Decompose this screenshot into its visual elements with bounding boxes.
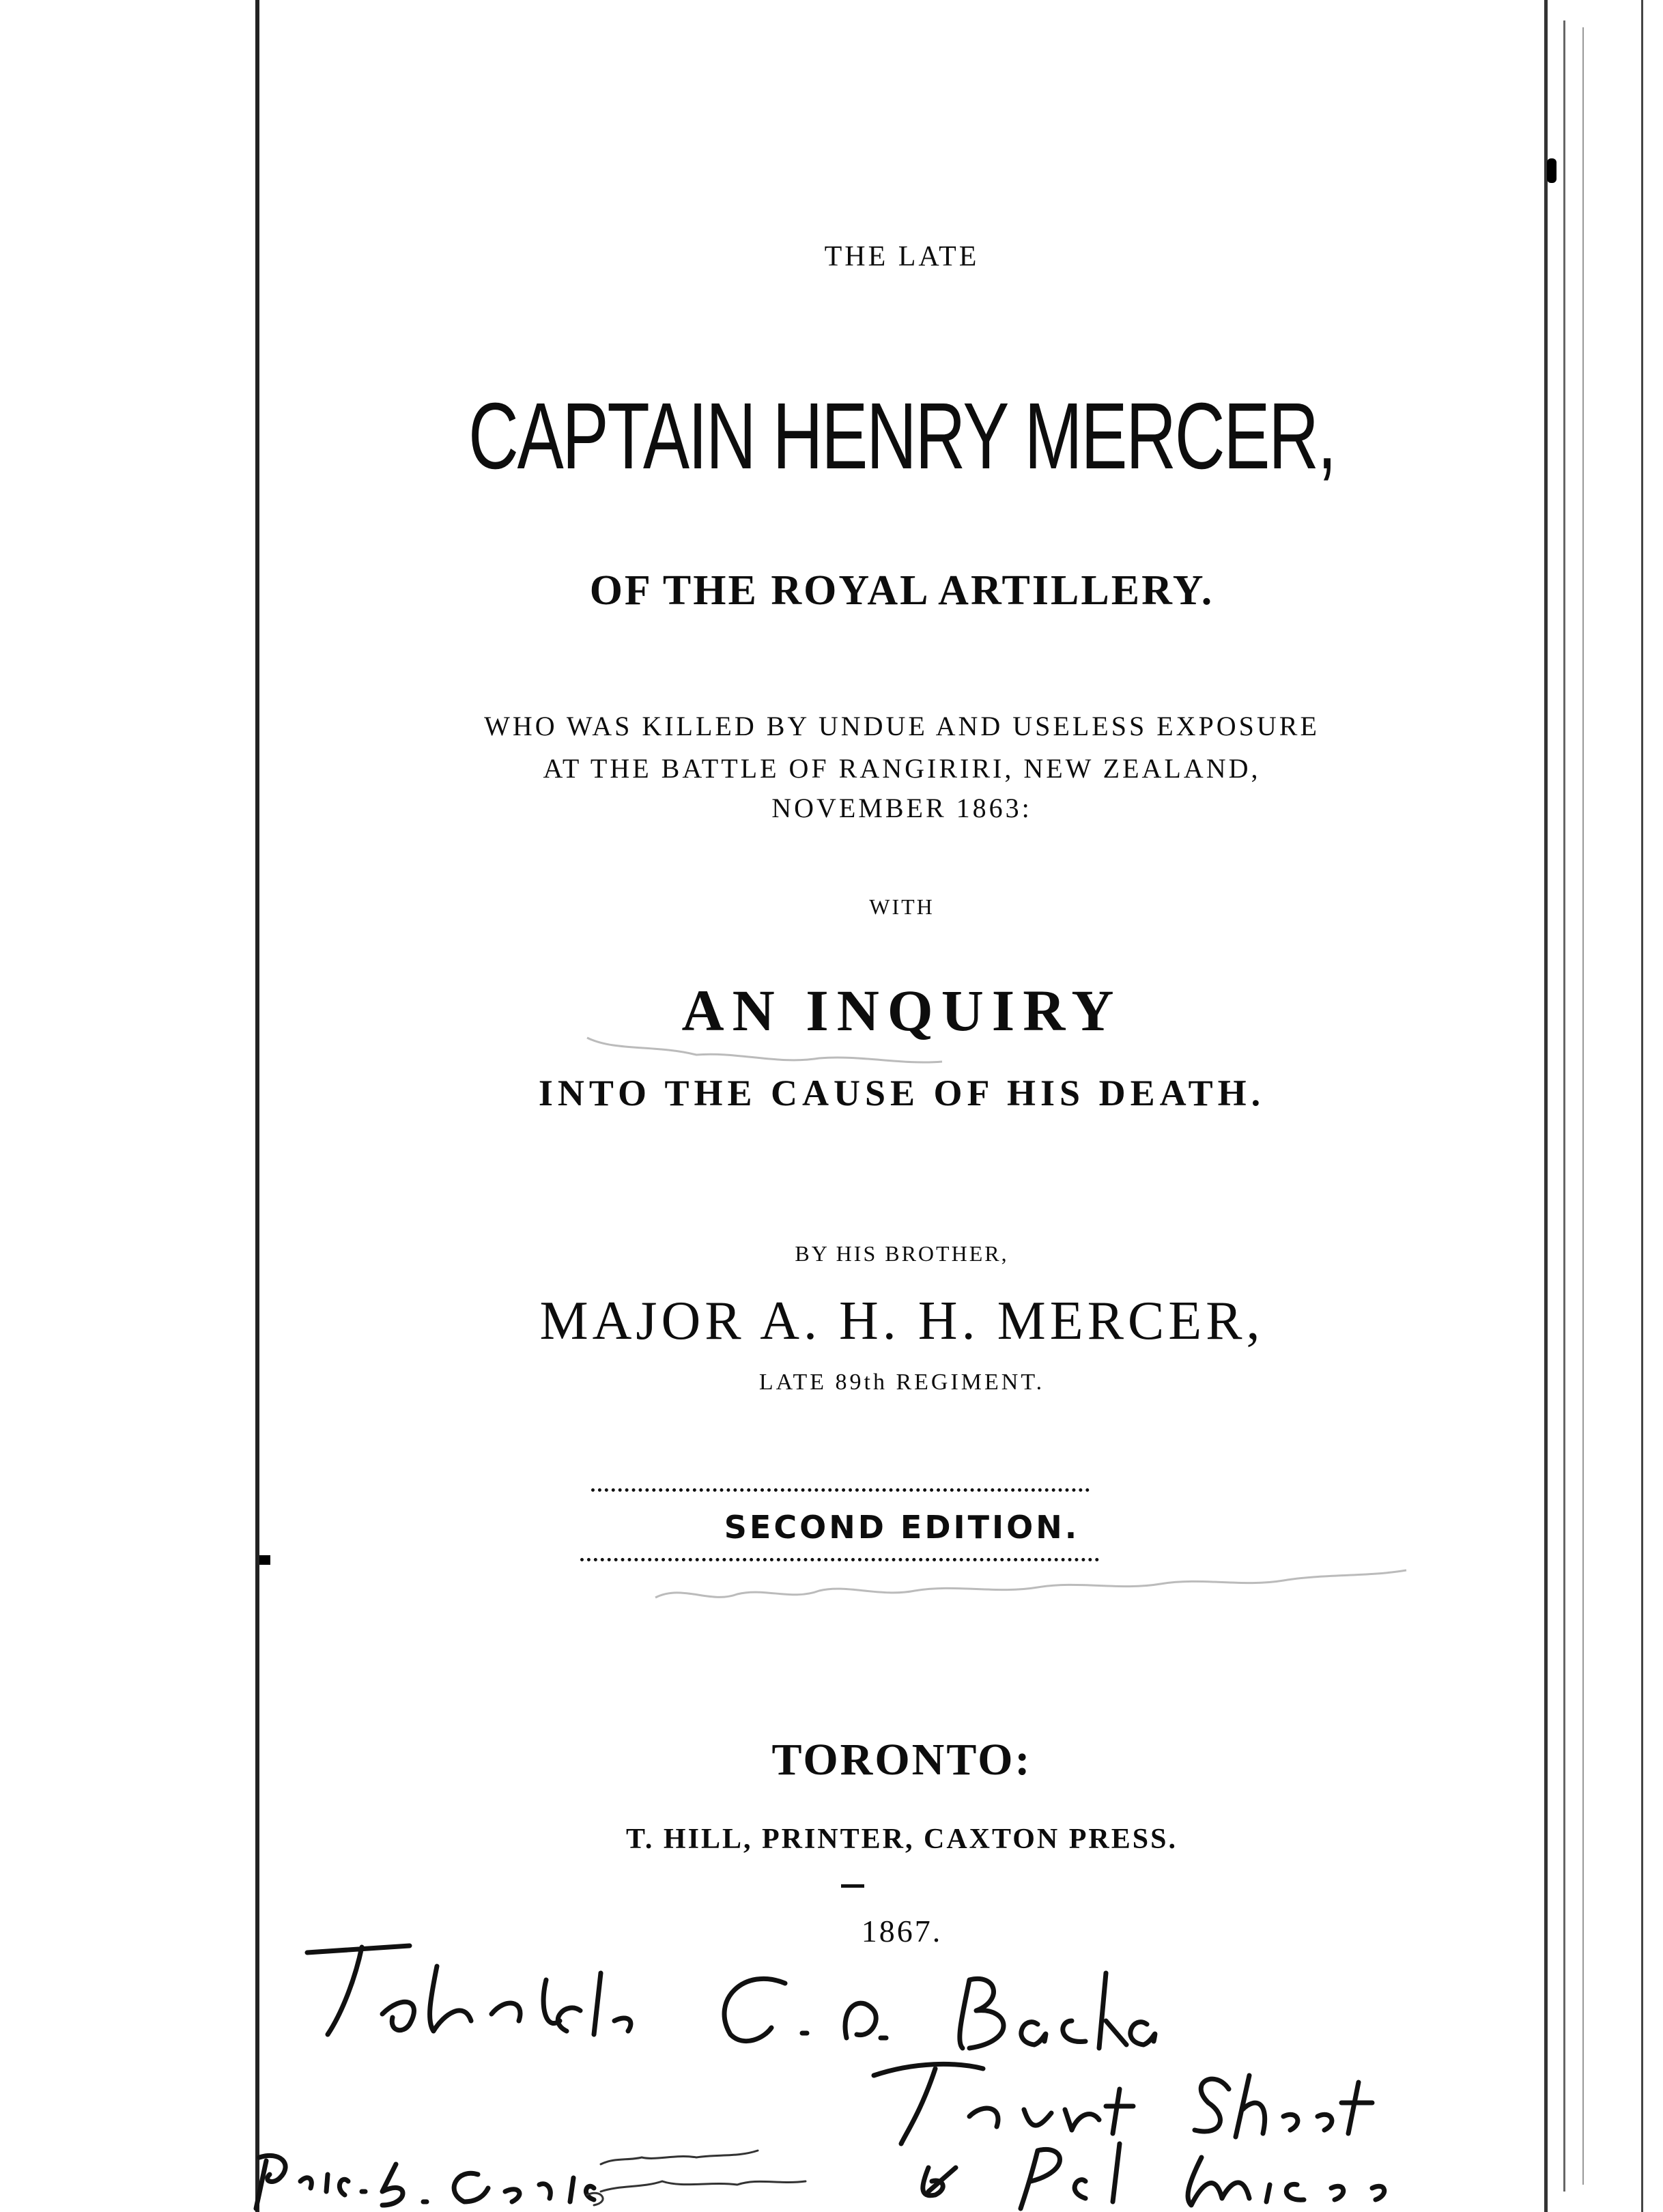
handwriting-ampersand [923,2168,956,2196]
edition-label: SECOND EDITION. [724,1509,1080,1546]
subtitle-royal-artillery: OF THE ROYAL ARTILLERY. [589,567,1214,614]
handwriting-initials [724,1979,886,2041]
handwriting-price [256,2155,594,2209]
inquiry-subtitle: INTO THE CAUSE OF HIS DEATH. [538,1073,1266,1114]
handwriting-pencil-note [587,2151,806,2205]
inquiry-title: AN INQUIRY [681,978,1122,1043]
handwriting-post-office [1021,2144,1384,2209]
bleed-through-ink [655,1570,1406,1598]
handwriting-line-2b [1195,2075,1372,2137]
description-line-3: NOVEMBER 1863: [771,793,1032,823]
author-name: MAJOR A. H. H. MERCER, [539,1291,1264,1351]
description-line-2: AT THE BATTLE OF RANGIRIRI, NEW ZEALAND, [543,753,1261,784]
author-regiment: LATE 89th REGIMENT. [758,1370,1045,1395]
printer-line: T. HILL, PRINTER, CAXTON PRESS. [626,1824,1178,1855]
handwriting-line-2a [874,2064,1133,2144]
handwriting-line-1b [960,1973,1155,2048]
main-title: CAPTAIN HENRY MERCER, [468,384,1335,489]
heading-the-late: THE LATE [824,241,980,272]
publication-year: 1867. [861,1914,943,1948]
bleed-through-ink-2 [587,1038,942,1062]
description-line-1: WHO WAS KILLED BY UNDUE AND USELESS EXPOSURE [484,711,1320,741]
handwriting-line-1a [307,1946,631,2034]
publication-city: TORONTO: [771,1735,1032,1785]
with-label: WITH [869,894,935,919]
by-line: BY HIS BROTHER, [795,1241,1009,1266]
